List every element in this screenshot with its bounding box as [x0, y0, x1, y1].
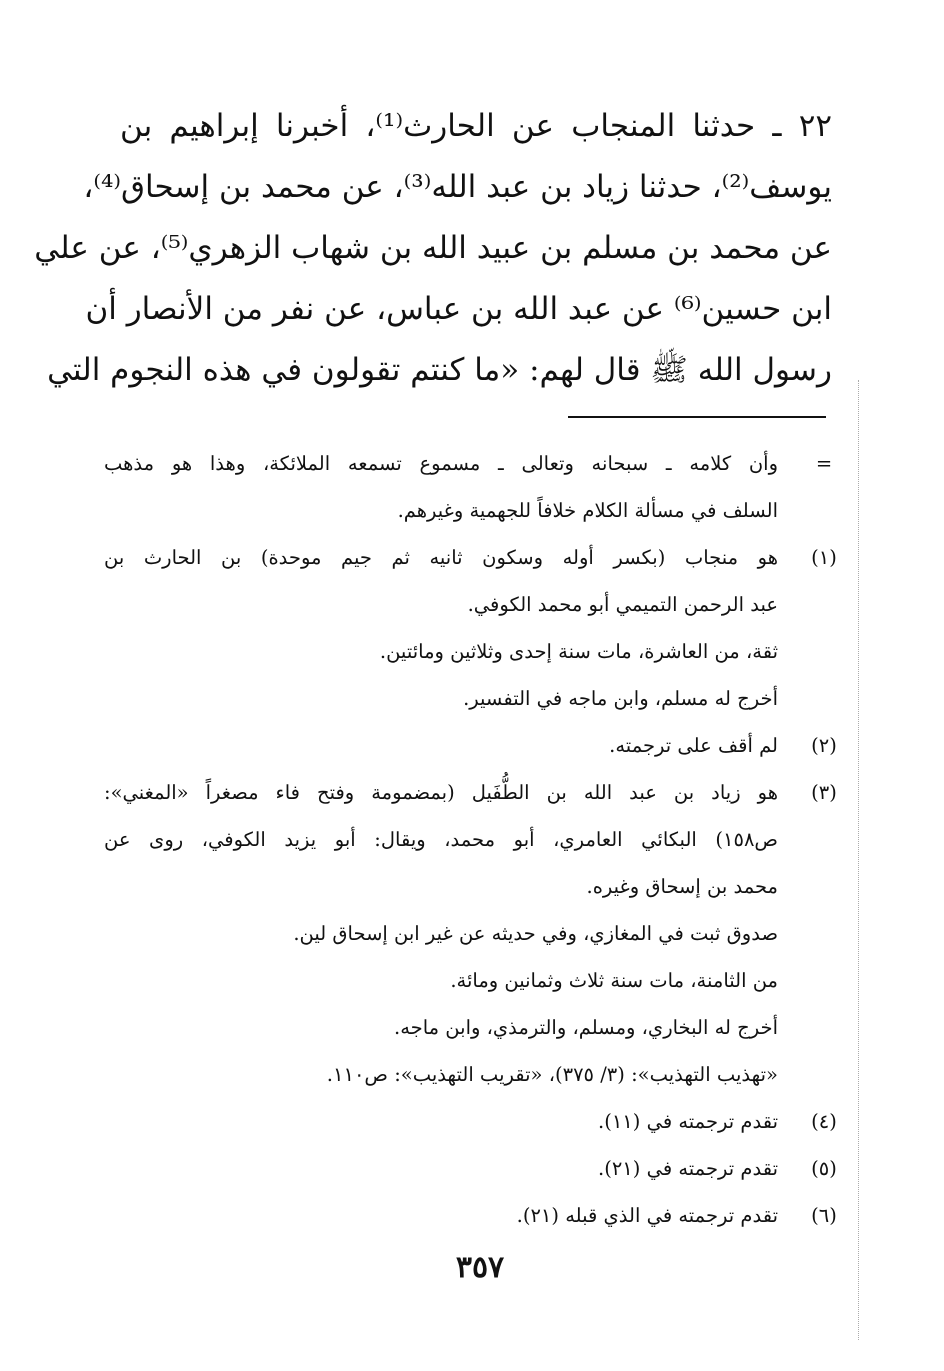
- main-text-line: ٢٢ ـ حدثنا المنجاب عن الحارث⁽¹⁾، أخبرنا إبراهيم بن: [120, 108, 832, 144]
- footnote-marker: (٥): [811, 1157, 837, 1180]
- footnote-line: عبد الرحمن التميمي أبو محمد الكوفي.: [467, 593, 778, 616]
- footnote-line: «تهذيب التهذيب»: (٣/ ٣٧٥)، «تقريب التهذيب»: ص١١٠.: [326, 1063, 778, 1086]
- footnote-line: تقدم ترجمته في (٢١).: [598, 1157, 778, 1180]
- footnote-marker: (٦): [811, 1204, 837, 1227]
- footnote-line: تقدم ترجمته في الذي قبله (٢١).: [516, 1204, 778, 1227]
- main-text: [34, 96, 832, 401]
- footnote-marker: (٣): [811, 781, 837, 804]
- footnote-line: أخرج له البخاري، ومسلم، والترمذي، وابن ماجه.: [394, 1016, 778, 1039]
- footnote-line: لم أقف على ترجمته.: [609, 734, 778, 757]
- footnote-line: السلف في مسألة الكلام خلافاً للجهمية وغيرهم.: [397, 499, 778, 522]
- footnote-line: وأن كلامه ـ سبحانه وتعالى ـ مسموع تسمعه الملائكة، وهذا هو مذهب: [104, 452, 778, 475]
- footnote-marker: (١): [811, 546, 837, 569]
- footnote-marker: (٤): [811, 1110, 837, 1133]
- main-text-line: عن محمد بن مسلم بن عبيد الله بن شهاب الزهري⁽⁵⁾، عن علي: [34, 230, 832, 266]
- footnote-line: أخرج له مسلم، وابن ماجه في التفسير.: [463, 687, 778, 710]
- footnote-line: محمد بن إسحاق وغيره.: [586, 875, 778, 898]
- footnote-1: [104, 534, 844, 722]
- footnote-line: هو منجاب (بكسر أوله وسكون ثانيه ثم جيم موحدة) بن الحارث بن: [104, 546, 778, 569]
- footnote-line: هو زياد بن عبد الله بن الطُّفَيل (بمضمومة وفتح فاء مصغراً «المغني»:: [104, 781, 778, 804]
- footnote-6: [104, 1192, 844, 1239]
- footnote-2: [104, 722, 844, 769]
- footnote-separator: [568, 416, 826, 418]
- page-number: ٣٥٧: [455, 1250, 505, 1285]
- footnote-marker: =: [815, 452, 833, 475]
- scan-margin-dots: [858, 380, 861, 1340]
- main-text-line: يوسف⁽²⁾، حدثنا زياد بن عبد الله⁽³⁾، عن محمد بن إسحاق⁽⁴⁾،: [83, 169, 832, 205]
- main-text-line: ابن حسين⁽⁶⁾ عن عبد الله بن عباس، عن نفر من الأنصار أن: [85, 291, 832, 327]
- footnote-marker: (٢): [811, 734, 837, 757]
- footnote-line: من الثامنة، مات سنة ثلاث وثمانين ومائة.: [450, 969, 778, 992]
- footnote-4: [104, 1098, 844, 1145]
- main-text-line: رسول الله ﷺ قال لهم: «ما كنتم تقولون في هذه النجوم التي: [47, 352, 832, 388]
- footnote-3: [104, 769, 844, 1098]
- footnotes: [104, 440, 844, 1239]
- footnote-line: تقدم ترجمته في (١١).: [598, 1110, 778, 1133]
- footnote-5: [104, 1145, 844, 1192]
- footnote-line: ص١٥٨) البكائي العامري، أبو محمد، ويقال: أبو يزيد الكوفي، روى عن: [104, 828, 778, 851]
- footnote-continuation: [104, 440, 844, 534]
- footnote-line: ثقة، من العاشرة، مات سنة إحدى وثلاثين ومائتين.: [379, 640, 778, 663]
- footnote-line: صدوق ثبت في المغازي، وفي حديثه عن غير ابن إسحاق لين.: [293, 922, 778, 945]
